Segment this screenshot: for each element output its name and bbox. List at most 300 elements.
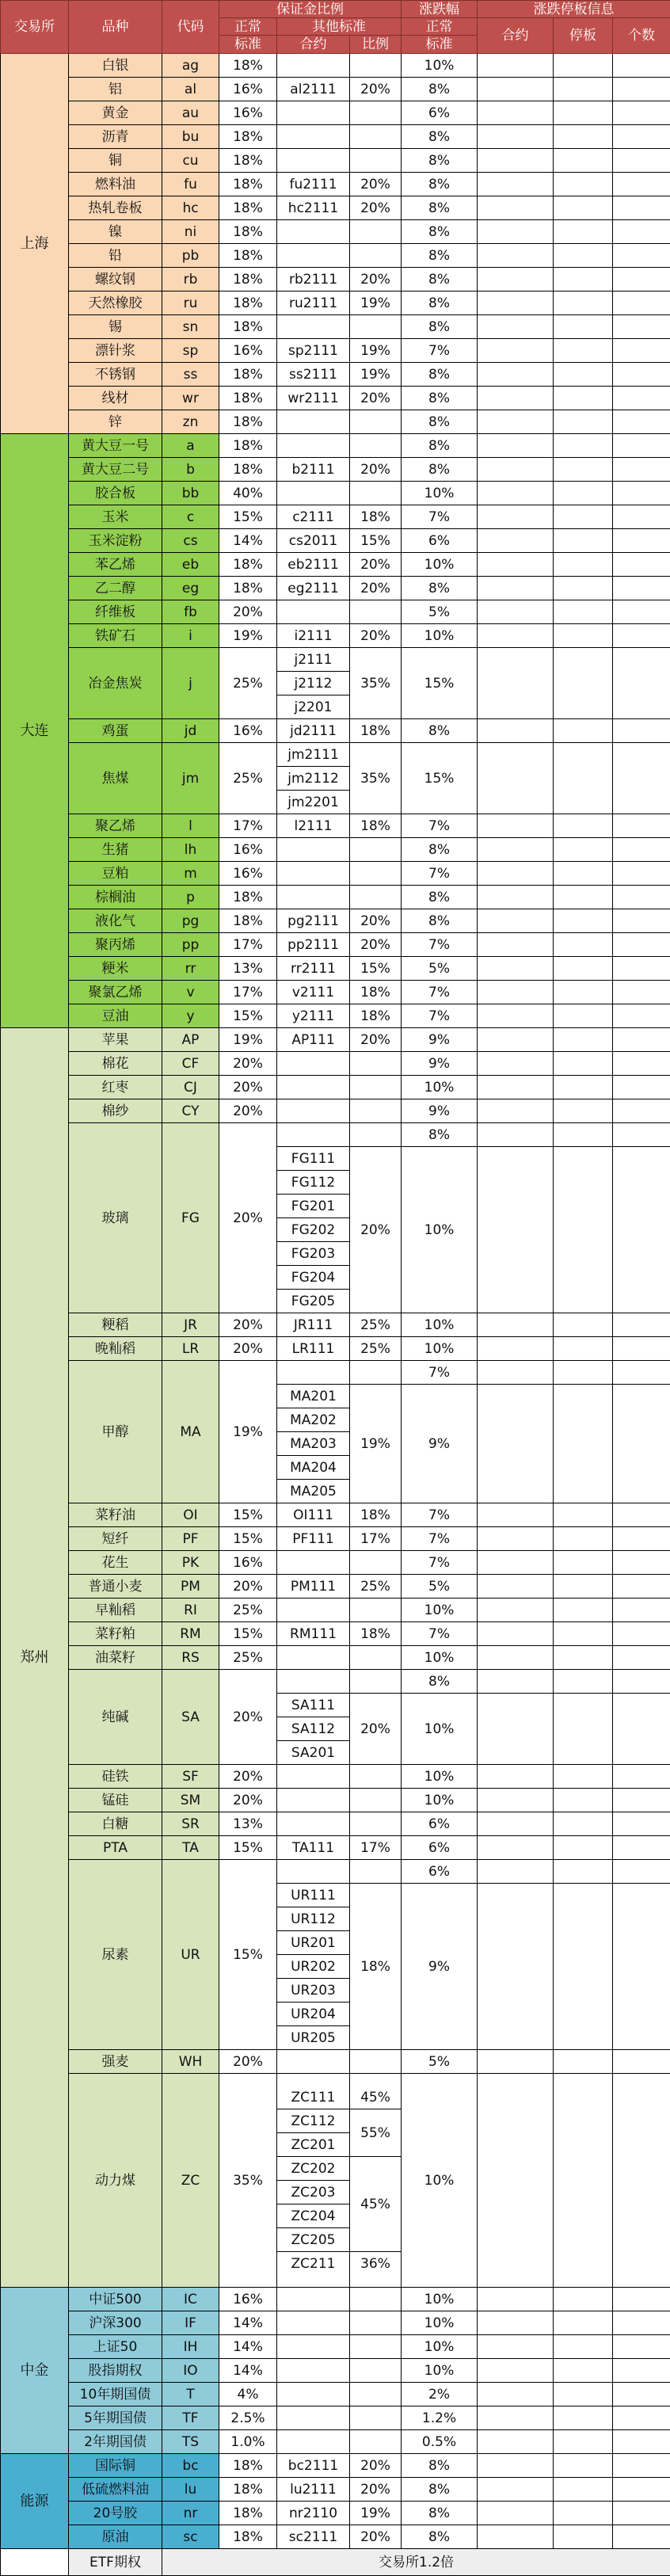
other-contract: hc2111 xyxy=(277,196,350,220)
other-ratio: 25% xyxy=(350,1313,402,1337)
other-contract: LR111 xyxy=(277,1337,350,1361)
limit-normal: 7% xyxy=(402,862,478,886)
other-contract xyxy=(277,2050,350,2074)
limit-count xyxy=(613,1694,670,1765)
other-ratio xyxy=(350,1789,402,1812)
margin-normal: 25% xyxy=(219,1646,277,1670)
limit-count xyxy=(613,1836,670,1860)
other-ratio xyxy=(350,1599,402,1622)
product-name: 2年期国债 xyxy=(69,2430,162,2454)
other-contract xyxy=(277,2383,350,2406)
exchange-zj: 中金 xyxy=(1,2288,69,2454)
limit-normal: 10% xyxy=(402,624,478,648)
table-row xyxy=(1,719,670,743)
other-ratio: 35% xyxy=(350,648,402,719)
limit-normal: 7% xyxy=(402,1622,478,1646)
other-ratio: 19% xyxy=(350,363,402,387)
other-contract: eb2111 xyxy=(277,553,350,577)
table-row xyxy=(1,1527,670,1551)
table-body xyxy=(1,54,670,2576)
limit-count xyxy=(613,577,670,600)
table-row xyxy=(1,2478,670,2502)
product-code: eg xyxy=(162,577,219,600)
limit-normal: 8% xyxy=(402,458,478,482)
sub-cell: UR202 xyxy=(277,1955,349,1979)
limit-stop xyxy=(554,410,613,434)
product-name: 锰硅 xyxy=(69,1789,162,1812)
product-name: 聚乙烯 xyxy=(69,814,162,838)
limit-stop xyxy=(554,1551,613,1575)
limit-stop xyxy=(554,1052,613,1076)
product-name: 铁矿石 xyxy=(69,624,162,648)
table-row xyxy=(1,862,670,886)
other-contract xyxy=(277,2359,350,2383)
product-code: i xyxy=(162,624,219,648)
limit-stop xyxy=(554,1076,613,1099)
other-ratio: 19% xyxy=(350,1385,402,1503)
product-name: 国际铜 xyxy=(69,2454,162,2478)
limit-stop xyxy=(554,862,613,886)
other-contract xyxy=(277,125,350,149)
product-code: RI xyxy=(162,1599,219,1622)
header-limit-info: 涨跌停板信息 xyxy=(478,1,670,18)
sub-cell: SA111 xyxy=(277,1694,349,1717)
margin-normal: 18% xyxy=(219,2525,277,2549)
limit-contract xyxy=(478,1076,554,1099)
other-contract xyxy=(277,1052,350,1076)
limit-normal: 9% xyxy=(402,1884,478,2050)
other-contract: wr2111 xyxy=(277,387,350,410)
limit-contract xyxy=(478,957,554,981)
margin-normal: 40% xyxy=(219,482,277,505)
limit-contract xyxy=(478,220,554,244)
margin-normal: 35% xyxy=(219,2074,277,2288)
table-row xyxy=(1,648,670,719)
limit-normal: 15% xyxy=(402,743,478,814)
other-contract: eg2111 xyxy=(277,577,350,600)
other-ratio: 18% xyxy=(350,719,402,743)
other-contract: lu2111 xyxy=(277,2478,350,2502)
limit-stop xyxy=(554,2454,613,2478)
limit-stop xyxy=(554,577,613,600)
table-row xyxy=(1,1313,670,1337)
other-ratio: 25% xyxy=(350,1337,402,1361)
limit-stop xyxy=(554,1004,613,1028)
table-row xyxy=(1,529,670,553)
product-name: 晚籼稻 xyxy=(69,1337,162,1361)
table-row xyxy=(1,339,670,363)
limit-normal: 7% xyxy=(402,1361,478,1385)
margin-normal: 18% xyxy=(219,363,277,387)
table-row xyxy=(1,933,670,957)
limit-contract xyxy=(478,981,554,1004)
limit-contract xyxy=(478,387,554,410)
other-ratio: 20% xyxy=(350,1028,402,1052)
margin-normal: 18% xyxy=(219,125,277,149)
product-code: OI xyxy=(162,1503,219,1527)
other-ratio xyxy=(350,2406,402,2430)
other-contract: rb2111 xyxy=(277,268,350,292)
product-code: CJ xyxy=(162,1076,219,1099)
product-code: rr xyxy=(162,957,219,981)
exchange-zz: 郑州 xyxy=(1,1028,69,2288)
product-name: 5年期国债 xyxy=(69,2406,162,2430)
table-row xyxy=(1,2050,670,2074)
other-ratio: 20% xyxy=(350,196,402,220)
other-contract-list xyxy=(277,1385,350,1503)
product-name: 沪深300 xyxy=(69,2311,162,2335)
table-row xyxy=(1,1028,670,1052)
margin-normal: 18% xyxy=(219,2478,277,2502)
table-row xyxy=(1,1052,670,1076)
margin-normal: 18% xyxy=(219,2502,277,2525)
limit-contract xyxy=(478,2454,554,2478)
product-code: SA xyxy=(162,1670,219,1765)
product-code: RS xyxy=(162,1646,219,1670)
limit-count xyxy=(613,1765,670,1789)
other-ratio xyxy=(350,482,402,505)
other-contract xyxy=(277,2335,350,2359)
limit-contract xyxy=(478,2502,554,2525)
sub-cell: jm2111 xyxy=(277,743,349,767)
other-ratio xyxy=(350,1860,402,1884)
limit-stop xyxy=(554,54,613,78)
limit-normal: 8% xyxy=(402,838,478,862)
limit-count xyxy=(613,1575,670,1599)
product-code: m xyxy=(162,862,219,886)
margin-normal: 15% xyxy=(219,1836,277,1860)
limit-contract xyxy=(478,1670,554,1694)
product-name: 玉米 xyxy=(69,505,162,529)
margin-normal: 20% xyxy=(219,1789,277,1812)
limit-count xyxy=(613,149,670,173)
table-row xyxy=(1,909,670,933)
product-code: c xyxy=(162,505,219,529)
limit-stop xyxy=(554,244,613,268)
limit-normal: 5% xyxy=(402,2050,478,2074)
other-ratio xyxy=(350,54,402,78)
margin-normal: 25% xyxy=(219,648,277,719)
other-contract: rr2111 xyxy=(277,957,350,981)
other-contract xyxy=(277,1361,350,1385)
product-code: FG xyxy=(162,1123,219,1313)
limit-contract xyxy=(478,458,554,482)
other-ratio: 20% xyxy=(350,1694,402,1765)
other-ratio xyxy=(350,1052,402,1076)
margin-normal: 2.5% xyxy=(219,2406,277,2430)
other-ratio: 20% xyxy=(350,268,402,292)
limit-contract xyxy=(478,339,554,363)
product-name: 漂针浆 xyxy=(69,339,162,363)
limit-count xyxy=(613,1099,670,1123)
other-contract: sp2111 xyxy=(277,339,350,363)
product-name: ETF期权 xyxy=(69,2549,162,2576)
product-name: 豆粕 xyxy=(69,862,162,886)
product-name: 油菜籽 xyxy=(69,1646,162,1670)
sub-cell: UR112 xyxy=(277,1907,349,1931)
other-contract: pp2111 xyxy=(277,933,350,957)
other-contract: OI111 xyxy=(277,1503,350,1527)
product-code: pp xyxy=(162,933,219,957)
product-code: bc xyxy=(162,2454,219,2478)
limit-contract xyxy=(478,2311,554,2335)
product-code: l xyxy=(162,814,219,838)
product-name: 白银 xyxy=(69,54,162,78)
other-ratio: 18% xyxy=(350,505,402,529)
other-ratio xyxy=(350,2288,402,2311)
limit-normal: 1.2% xyxy=(402,2406,478,2430)
limit-normal: 8% xyxy=(402,410,478,434)
header-contract: 合约 xyxy=(277,36,350,54)
margin-normal: 13% xyxy=(219,957,277,981)
margin-normal: 18% xyxy=(219,2454,277,2478)
limit-normal: 15% xyxy=(402,648,478,719)
other-ratio: 19% xyxy=(350,2502,402,2525)
limit-stop xyxy=(554,648,613,719)
margin-normal: 15% xyxy=(219,1503,277,1527)
limit-stop xyxy=(554,1099,613,1123)
other-ratio: 15% xyxy=(350,529,402,553)
other-ratio-list xyxy=(350,2074,402,2288)
other-contract xyxy=(277,1599,350,1622)
limit-contract xyxy=(478,577,554,600)
product-code: pb xyxy=(162,244,219,268)
other-contract: ru2111 xyxy=(277,292,350,315)
product-code: bb xyxy=(162,482,219,505)
product-name: 10年期国债 xyxy=(69,2383,162,2406)
other-contract xyxy=(277,2311,350,2335)
limit-contract xyxy=(478,244,554,268)
limit-contract xyxy=(478,1313,554,1337)
sub-cell: FG201 xyxy=(277,1195,349,1218)
limit-stop xyxy=(554,505,613,529)
product-code: AP xyxy=(162,1028,219,1052)
other-ratio xyxy=(350,125,402,149)
header-count: 个数 xyxy=(613,18,670,54)
other-ratio xyxy=(350,1765,402,1789)
table-row xyxy=(1,1789,670,1812)
product-code: ni xyxy=(162,220,219,244)
sub-cell: UR204 xyxy=(277,2002,349,2026)
other-ratio xyxy=(350,244,402,268)
limit-contract xyxy=(478,1099,554,1123)
limit-count xyxy=(613,1337,670,1361)
limit-contract xyxy=(478,1789,554,1812)
table-row xyxy=(1,600,670,624)
table-row xyxy=(1,149,670,173)
limit-stop xyxy=(554,1028,613,1052)
limit-contract xyxy=(478,315,554,339)
other-ratio xyxy=(350,838,402,862)
other-contract xyxy=(277,838,350,862)
limit-normal: 6% xyxy=(402,101,478,125)
table-row xyxy=(1,482,670,505)
margin-normal: 18% xyxy=(219,577,277,600)
margin-normal: 16% xyxy=(219,1551,277,1575)
limit-contract xyxy=(478,505,554,529)
limit-stop xyxy=(554,886,613,909)
limit-contract xyxy=(478,1551,554,1575)
table-row xyxy=(1,2288,670,2311)
sub-cell: ZC204 xyxy=(277,2204,349,2228)
other-contract xyxy=(277,434,350,458)
table-row xyxy=(1,292,670,315)
product-code: j xyxy=(162,648,219,719)
other-contract xyxy=(277,2430,350,2454)
limit-count xyxy=(613,814,670,838)
sub-cell: FG112 xyxy=(277,1171,349,1195)
limit-count xyxy=(613,1123,670,1147)
other-contract xyxy=(277,1646,350,1670)
table-row xyxy=(1,220,670,244)
limit-count xyxy=(613,173,670,196)
sub-cell: UR111 xyxy=(277,1884,349,1907)
limit-normal: 2% xyxy=(402,2383,478,2406)
limit-normal: 8% xyxy=(402,220,478,244)
limit-count xyxy=(613,2074,670,2288)
limit-stop xyxy=(554,2478,613,2502)
limit-stop xyxy=(554,1694,613,1765)
product-code: MA xyxy=(162,1361,219,1503)
other-contract: JR111 xyxy=(277,1313,350,1337)
table-row xyxy=(1,101,670,125)
product-name: 尿素 xyxy=(69,1860,162,2050)
limit-stop xyxy=(554,2383,613,2406)
product-name: 棉纱 xyxy=(69,1099,162,1123)
sub-cell: jm2201 xyxy=(277,791,349,814)
table-row xyxy=(1,387,670,410)
limit-normal: 8% xyxy=(402,2502,478,2525)
other-contract: RM111 xyxy=(277,1622,350,1646)
table-row xyxy=(1,2335,670,2359)
limit-normal: 10% xyxy=(402,1076,478,1099)
other-ratio: 17% xyxy=(350,1836,402,1860)
limit-count xyxy=(613,1670,670,1694)
margin-normal: 20% xyxy=(219,1670,277,1765)
limit-contract xyxy=(478,292,554,315)
limit-contract xyxy=(478,648,554,719)
limit-normal: 8% xyxy=(402,2525,478,2549)
header-contract2: 合约 xyxy=(478,18,554,54)
product-name: 红枣 xyxy=(69,1076,162,1099)
sub-cell: ZC211 xyxy=(277,2252,349,2276)
limit-normal: 8% xyxy=(402,719,478,743)
limit-contract xyxy=(478,196,554,220)
product-code: cs xyxy=(162,529,219,553)
product-name: 热轧卷板 xyxy=(69,196,162,220)
product-code: b xyxy=(162,458,219,482)
other-contract xyxy=(277,2288,350,2311)
limit-count xyxy=(613,838,670,862)
product-code: TA xyxy=(162,1836,219,1860)
margin-normal: 18% xyxy=(219,149,277,173)
limit-contract xyxy=(478,600,554,624)
limit-normal: 9% xyxy=(402,1052,478,1076)
product-name: 胶合板 xyxy=(69,482,162,505)
limit-stop xyxy=(554,1884,613,2050)
other-contract-list xyxy=(277,1694,350,1765)
product-name: 液化气 xyxy=(69,909,162,933)
product-code: ru xyxy=(162,292,219,315)
table-row xyxy=(1,196,670,220)
limit-count xyxy=(613,315,670,339)
other-ratio: 25% xyxy=(350,1575,402,1599)
limit-stop xyxy=(554,434,613,458)
margin-normal: 25% xyxy=(219,1599,277,1622)
limit-normal: 10% xyxy=(402,1694,478,1765)
other-contract xyxy=(277,1670,350,1694)
table-row xyxy=(1,1765,670,1789)
table-row xyxy=(1,268,670,292)
limit-stop xyxy=(554,1147,613,1313)
sub-cell: ZC203 xyxy=(277,2181,349,2204)
limit-stop xyxy=(554,2050,613,2074)
other-ratio xyxy=(350,862,402,886)
limit-contract xyxy=(478,410,554,434)
other-ratio xyxy=(350,1646,402,1670)
product-code: sc xyxy=(162,2525,219,2549)
other-contract xyxy=(277,482,350,505)
product-name: 甲醇 xyxy=(69,1361,162,1503)
product-code: zn xyxy=(162,410,219,434)
other-contract: bc2111 xyxy=(277,2454,350,2478)
limit-contract xyxy=(478,2383,554,2406)
limit-stop xyxy=(554,1361,613,1385)
product-code: au xyxy=(162,101,219,125)
sub-cell: UR201 xyxy=(277,1931,349,1955)
limit-count xyxy=(613,933,670,957)
sub-cell: SA201 xyxy=(277,1741,349,1765)
limit-contract xyxy=(478,886,554,909)
limit-stop xyxy=(554,600,613,624)
limit-contract xyxy=(478,1052,554,1076)
margin-normal: 14% xyxy=(219,2311,277,2335)
product-code: JR xyxy=(162,1313,219,1337)
limit-count xyxy=(613,1860,670,1884)
sub-cell: MA205 xyxy=(277,1480,349,1503)
other-ratio: 20% xyxy=(350,78,402,101)
limit-normal: 8% xyxy=(402,149,478,173)
other-contract: jd2111 xyxy=(277,719,350,743)
other-contract: l2111 xyxy=(277,814,350,838)
limit-normal: 10% xyxy=(402,2288,478,2311)
product-code: fb xyxy=(162,600,219,624)
other-ratio xyxy=(350,315,402,339)
other-ratio xyxy=(350,1551,402,1575)
other-contract: PM111 xyxy=(277,1575,350,1599)
product-name: 鸡蛋 xyxy=(69,719,162,743)
limit-contract xyxy=(478,2288,554,2311)
other-ratio xyxy=(350,434,402,458)
limit-stop xyxy=(554,2288,613,2311)
limit-contract xyxy=(478,553,554,577)
table-row xyxy=(1,1099,670,1123)
product-name: 不锈钢 xyxy=(69,363,162,387)
other-ratio: 18% xyxy=(350,1503,402,1527)
limit-stop xyxy=(554,1527,613,1551)
limit-contract xyxy=(478,1123,554,1147)
other-contract xyxy=(277,1765,350,1789)
product-name: 豆油 xyxy=(69,1004,162,1028)
product-code: rb xyxy=(162,268,219,292)
product-code: jd xyxy=(162,719,219,743)
table-row xyxy=(1,505,670,529)
limit-normal: 8% xyxy=(402,2478,478,2502)
limit-stop xyxy=(554,196,613,220)
limit-contract xyxy=(478,149,554,173)
other-contract xyxy=(277,410,350,434)
margin-normal: 18% xyxy=(219,292,277,315)
